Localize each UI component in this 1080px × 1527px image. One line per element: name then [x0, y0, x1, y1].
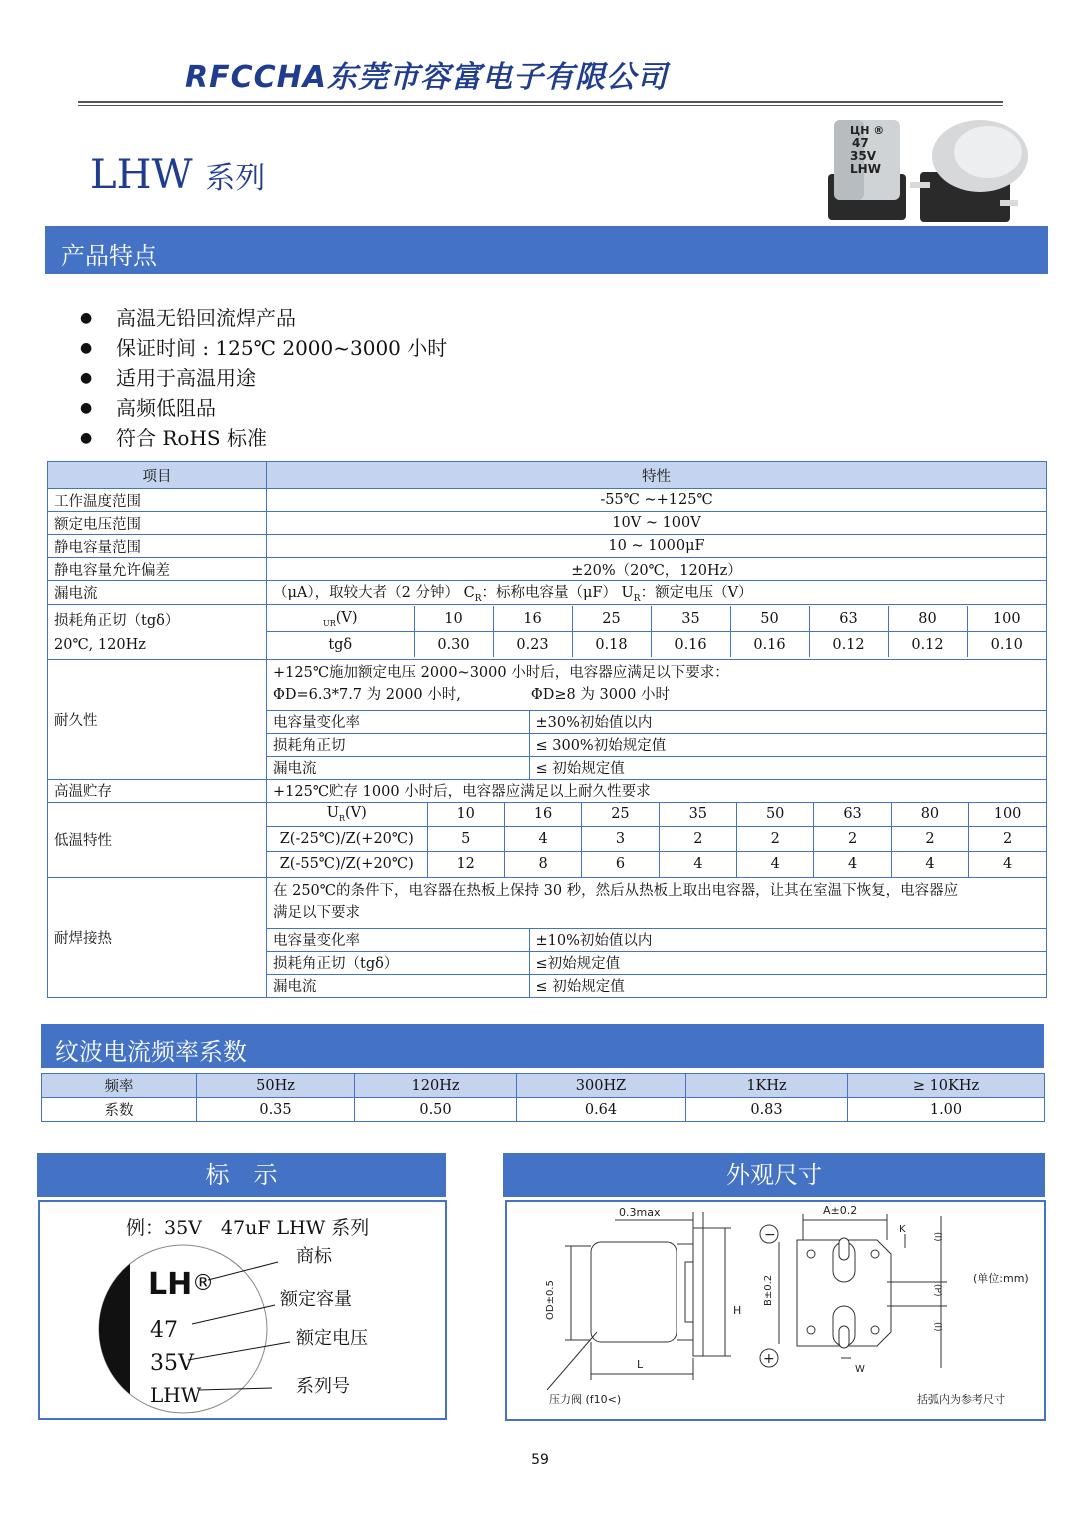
table-row: 耐焊接热 在 250℃的条件下，电容器在热板上保持 30 秒，然后从热板上取出电容器，让其在室温下恢复，电容器应 满足以下要求 电容量变化率 ±10%初始值以内 损耗角正切（tgδ） ≤初始规定值 漏电流 ≤ 初始规定值 [48, 877, 1047, 997]
svg-text:−: − [764, 1227, 776, 1243]
company-header: RFCCHA东莞市容富电子有限公司 [185, 60, 668, 95]
svg-text:括弧内为参考尺寸: 括弧内为参考尺寸 [917, 1393, 1005, 1406]
svg-text:B±0.2: B±0.2 [763, 1274, 774, 1306]
table-row: 漏电流 （μA），取较大者（2 分钟） $C_R$：标称电容量（μF） $U_R$：额定电压（V） [48, 581, 1047, 605]
specs-table [47, 461, 1047, 998]
svg-text:W: W [855, 1364, 865, 1375]
table-row: 系数 0.35 0.50 0.64 0.83 1.00 [42, 1098, 1045, 1122]
marking-title: 标 示 [37, 1153, 446, 1197]
brand-logo: LH [148, 1267, 193, 1302]
svg-text:+: + [763, 1351, 775, 1367]
svg-text:LHW: LHW [150, 1383, 202, 1407]
ripple-title-bar: 纹波电流频率系数 [41, 1024, 1044, 1068]
svg-text:OD±0.5: OD±0.5 [545, 1280, 556, 1320]
svg-text:商标: 商标 [296, 1246, 332, 1267]
svg-text:压力阀 (f10<): 压力阀 (f10<) [549, 1393, 622, 1406]
svg-text:(l): (l) [932, 1232, 942, 1242]
svg-text:0.3max: 0.3max [619, 1206, 661, 1219]
product-photo [820, 112, 1050, 228]
table-row: 损耗角正切（tgδ） 20℃, 120Hz $_{UR}$(V) 10 16 25 35 50 63 80 100 tgδ 0.30 0.23 0.18 0.16 0.16 0.12 0.12 0.10 [48, 604, 1047, 659]
table-row: 额定电压范围 10V ~ 100V [48, 512, 1047, 535]
svg-text:ЦH ®: ЦH ® [850, 124, 885, 137]
svg-text:A±0.2: A±0.2 [823, 1204, 858, 1217]
table-row: 耐久性 +125℃施加额定电压 2000~3000 小时后，电容器应满足以下要求： ΦD=6.3*7.7 为 2000 小时, ΦD≥8 为 3000 小时 电容量变化率 ±30%初始值以内 损耗角正切 ≤ 300%初始规定值 漏电流 ≤ 初始规定值 [48, 659, 1047, 779]
svg-text:47: 47 [150, 1318, 178, 1343]
dims-box [505, 1200, 1046, 1421]
svg-text:(P): (P) [932, 1284, 942, 1297]
list-item: ● 高频低阻品 [80, 393, 447, 423]
svg-text:K: K [899, 1224, 906, 1235]
list-item: ● 符合 RoHS 标准 [80, 423, 447, 453]
svg-text:额定容量: 额定容量 [280, 1289, 352, 1310]
svg-text:例：35V 47uF LHW 系列: 例：35V 47uF LHW 系列 [126, 1217, 370, 1239]
table-row: 频率 50Hz 120Hz 300HZ 1KHz ≥ 10KHz [42, 1074, 1045, 1098]
list-item: ● 保证时间 : 125℃ 2000~3000 小时 [80, 333, 447, 363]
svg-text:47: 47 [852, 136, 869, 150]
table-row: 项目 特性 [48, 462, 1047, 489]
header-rule-thin [78, 105, 1003, 106]
svg-text:35V: 35V [850, 149, 876, 163]
dims-title: 外观尺寸 [503, 1153, 1045, 1197]
table-row: 高温贮存 +125℃贮存 1000 小时后，电容器应满足以上耐久性要求 [48, 779, 1047, 802]
ripple-table [41, 1073, 1045, 1122]
table-row: 静电容量范围 10 ~ 1000μF [48, 535, 1047, 558]
series-title: LHW 系列 [90, 152, 266, 198]
page-number: 59 [531, 1452, 549, 1468]
svg-text:LHW: LHW [850, 162, 881, 176]
svg-text:系列号: 系列号 [296, 1376, 350, 1397]
header-rule [78, 101, 1003, 103]
marking-diagram [40, 1202, 445, 1418]
features-title-bar: 产品特点 [45, 226, 1048, 274]
list-item: ● 高温无铅回流焊产品 [80, 303, 447, 333]
table-row: 静电容量允许偏差 ±20%（20℃，120Hz） [48, 558, 1047, 581]
svg-text:L: L [637, 1358, 644, 1371]
svg-text:(单位:mm): (单位:mm) [973, 1272, 1029, 1285]
table-row: 低温特性 $U_R(V)$ 10 16 25 35 50 63 80 100 Z(-25℃)/Z(+20℃) 5 4 3 2 2 2 2 2 Z(-55℃)/Z(+20℃) 12 8 6 4 4 4 4 4 [48, 802, 1047, 877]
list-item: ● 适用于高温用途 [80, 363, 447, 393]
dims-diagram [507, 1202, 1044, 1419]
svg-text:35V: 35V [150, 1351, 194, 1376]
table-row: 工作温度范围 -55℃ ~+125℃ [48, 489, 1047, 512]
svg-text:®: ® [192, 1271, 214, 1296]
svg-text:H: H [733, 1304, 742, 1317]
svg-text:(l): (l) [932, 1322, 942, 1332]
marking-box [38, 1200, 447, 1420]
features-list [80, 303, 447, 453]
svg-text:额定电压: 额定电压 [296, 1328, 368, 1349]
